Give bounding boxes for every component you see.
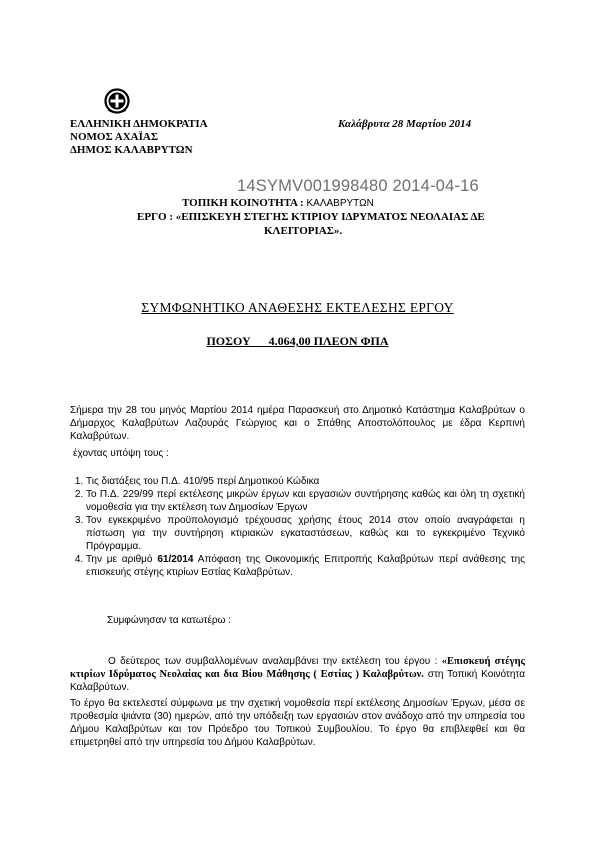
considerations-list (70, 475, 525, 579)
ada-number: 14SYMV001998480 2014-04-16 (237, 177, 479, 195)
assignment-paragraph: Ο δεύτερος των συμβαλλομένων αναλαμβάνει την εκτέλεση του έργου : «Επισκευή στέγης κτιρίων Ιδρύματος Νεολαίας και δια Βίου Μάθησης ( Εστίας ) Καλαβρύτων. στη Τοπική Κοινότητα Καλαβρύτων. (70, 656, 525, 693)
community-label: ΤΟΠΙΚΗ ΚΟΙΝΟΤΗΤΑ : (182, 197, 304, 209)
project-label: ΕΡΓΟ : (137, 211, 174, 223)
community-value: ΚΑΛΑΒΡΥΤΩΝ (306, 198, 374, 209)
greek-coat-of-arms-icon (104, 88, 130, 114)
intro-paragraph: Σήμερα την 28 του μηνός Μαρτίου 2014 ημέρα Παρασκευή στο Δημοτικό Κατάστημα Καλαβρύτων ο Δήμαρχος Καλαβρύτων Λαζουράς Γεώργιος και ο Σπάθης Αποστολόπουλος με έδρα Κερπινή Καλαβρύτων. (70, 405, 525, 442)
amount-text: ΠΟΣΟΥ 4.064,00 ΠΛΕΟΝ ΦΠΑ (206, 334, 389, 348)
project-title-line1: «ΕΠΙΣΚΕΥΗ ΣΤΕΓΗΣ ΚΤΙΡΙΟΥ ΙΔΡΥΜΑΤΟΣ ΝΕΟΛΑΙΑΣ ΔΕ (175, 211, 485, 223)
document-date: Καλάβρυτα 28 Μαρτίου 2014 (338, 118, 472, 130)
considering-label: έχοντας υπόψη τους : (73, 448, 169, 459)
list-item: 2. Το Π.Δ. 229/99 περί εκτέλεσης μικρών έργων και εργασιών συντήρησης καθώς και όλη τη σχετική νομοθεσία για την εκτέλεση των Δημοσίων Έργων (86, 488, 525, 514)
list-item: 4. Την με αριθμό 61/2014 Απόφαση της Οικονομικής Επιτροπής Καλαβρύτων περί ανάθεσης της επισκευής στέγης κτιρίων Εστίας Καλαβρύτων. (86, 553, 525, 579)
project-title-line2: ΚΛΕΙΤΟΡΙΑΣ». (264, 225, 343, 237)
document-title: ΣΥΜΦΩΝΗΤΙΚΟ ΑΝΑΘΕΣΗΣ ΕΚΤΕΛΕΣΗΣ ΕΡΓΟΥ (141, 300, 454, 315)
header-prefecture: ΝΟΜΟΣ ΑΧΑΪΑΣ (70, 131, 159, 143)
community-line (182, 197, 374, 209)
list-item: 3. Τον εγκεκριμένο προϋπολογισμό τρέχουσας χρήσης έτους 2014 στον οποίο αναγράφεται η πίστωση για την συντήρηση κτιριακών εγκαταστάσεων, καθώς και το εγκεκριμένο Τεχνικό Πρόγραμμα. (86, 514, 525, 553)
project-line (137, 211, 485, 224)
agreed-label: Συμφώνησαν τα κατωτέρω : (107, 615, 231, 626)
execution-paragraph: Το έργο θα εκτελεστεί σύμφωνα με την σχετική νομοθεσία περί εκτέλεσης Δημοσίων Έργων, μέσα σε προθεσμία ψιάντα (30) ημερών, από την υπόδειξη των εργασιών στον ανάδοχο από την υπηρεσία του Δήμου Καλαβρύτων και τον Πρόεδρο του Τοπικού Συμβουλίου. Το έργο θα επιβλεφθεί και θα επιμετρηθεί από την υπηρεσία του Δήμου Καλαβρύτων. (70, 698, 525, 748)
list-item: 1. Τις διατάξεις του Π.Δ. 410/95 περί Δημοτικού Κώδικα (86, 475, 525, 488)
header-municipality: ΔΗΜΟΣ ΚΑΛΑΒΡΥΤΩΝ (70, 144, 193, 156)
header-country: ΕΛΛΗΝΙΚΗ ΔΗΜΟΚΡΑΤΙΑ (70, 118, 208, 130)
amount-line (0, 334, 595, 349)
